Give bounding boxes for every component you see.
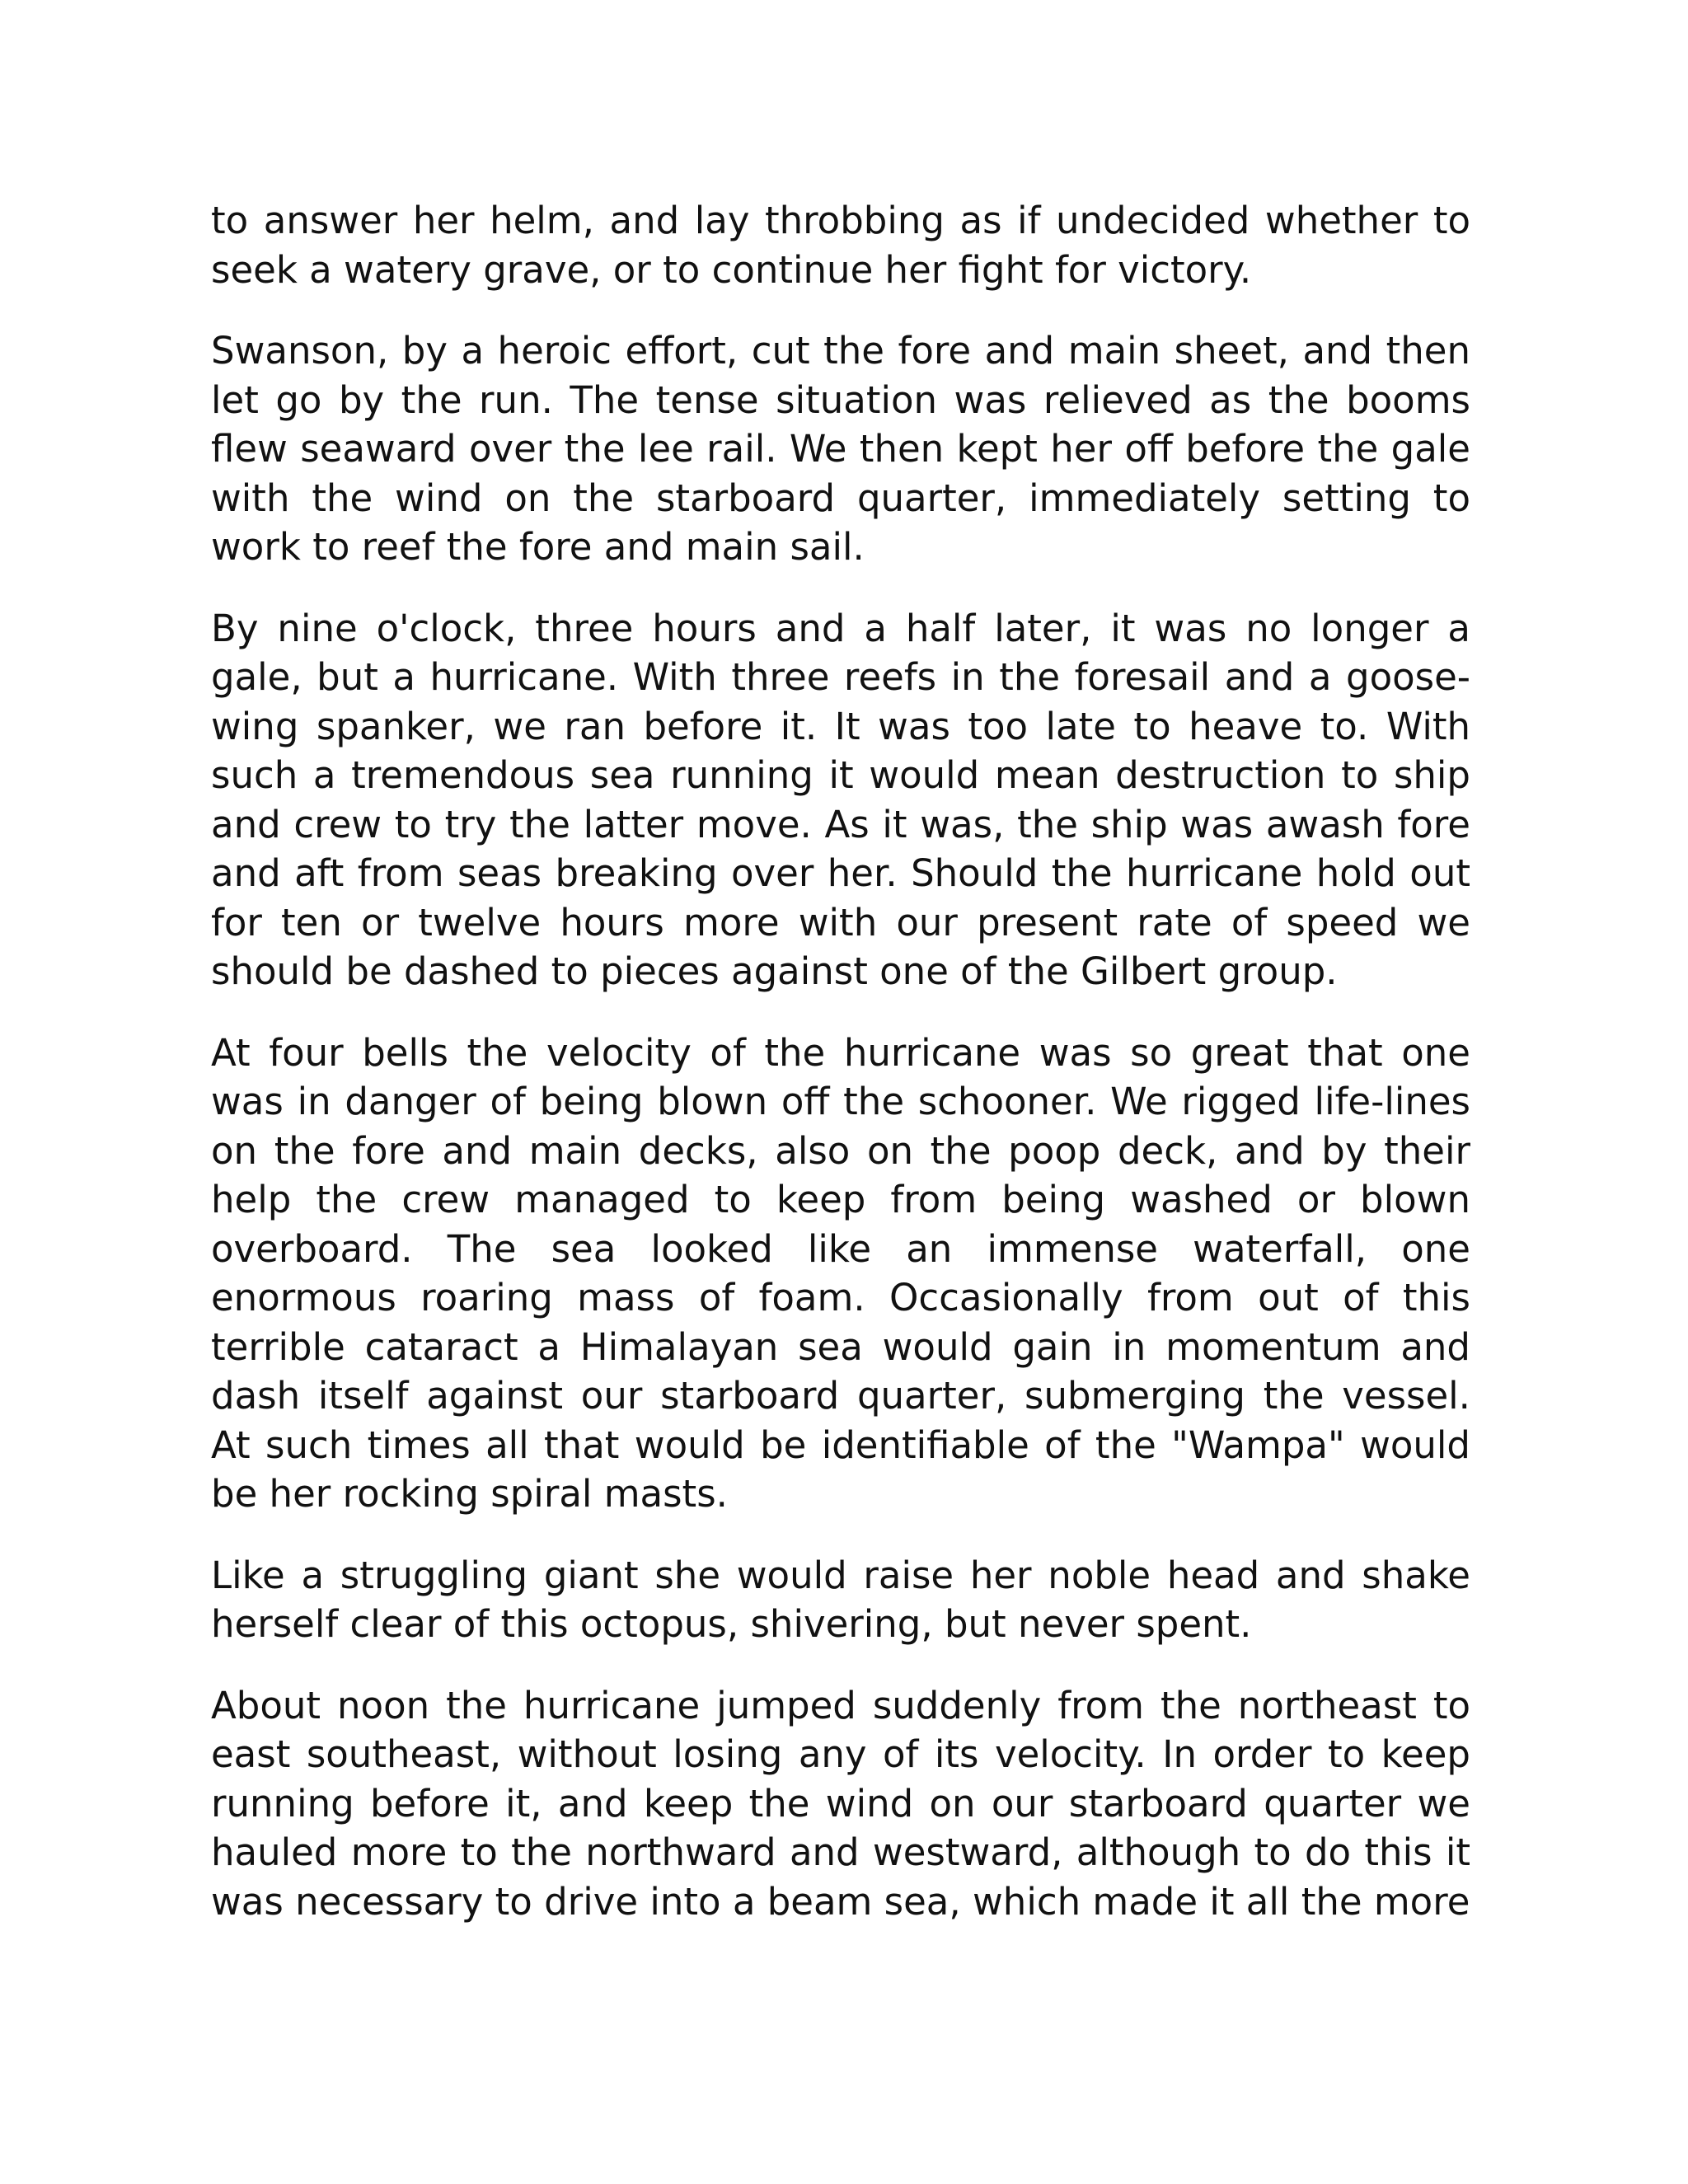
- paragraph-3: By nine o'clock, three hours and a half later, it was no longer a gale, but a hurricane. With three reefs in the foresail and a goose-wing spanker, we ran before it. It was too late to heave to. With such a tremendous sea running it would mean destruction to ship and crew to try the latter move. As it was, the ship was awash fore and aft from seas breaking over her. Should the hurricane hold out for ten or twelve hours more with our present rate of speed we should be dashed to pieces against one of the Gilbert group.: [211, 606, 1470, 993]
- paragraph-6: About noon the hurricane jumped suddenly from the northeast to east southeast, without losing any of its velocity. In order to keep running before it, and keep the wind on our starboard quarter we hauled more to the northward and westward, although to do this it was necessary to drive into a beam sea, which made it all the more: [211, 1683, 1470, 1924]
- paragraph-4: At four bells the velocity of the hurricane was so great that one was in danger of being blown off the schooner. We rigged life-lines on the fore and main decks, also on the poop deck, and by their help the crew managed to keep from being washed or blown overboard. The sea looked like an immense waterfall, one enormous roaring mass of foam. Occasionally from out of this terrible cataract a Himalayan sea would gain in momentum and dash itself against our starboard quarter, submerging the vessel. At such times all that would be identifiable of the "Wampa" would be her rocking spiral masts.: [211, 1030, 1470, 1516]
- paragraph-5: Like a struggling giant she would raise her noble head and shake herself clear of this octopus, shivering, but never spent.: [211, 1553, 1470, 1646]
- paragraph-1: to answer her helm, and lay throbbing as if undecided whether to seek a watery grave, or to continue her fight for victory.: [211, 199, 1470, 292]
- body-text: [211, 196, 1470, 1958]
- paragraph-2: Swanson, by a heroic effort, cut the fore and main sheet, and then let go by the run. The tense situation was relieved as the booms flew seaward over the lee rail. We then kept her off before the gale with the wind on the starboard quarter, immediately setting to work to reef the fore and main sail.: [211, 329, 1470, 569]
